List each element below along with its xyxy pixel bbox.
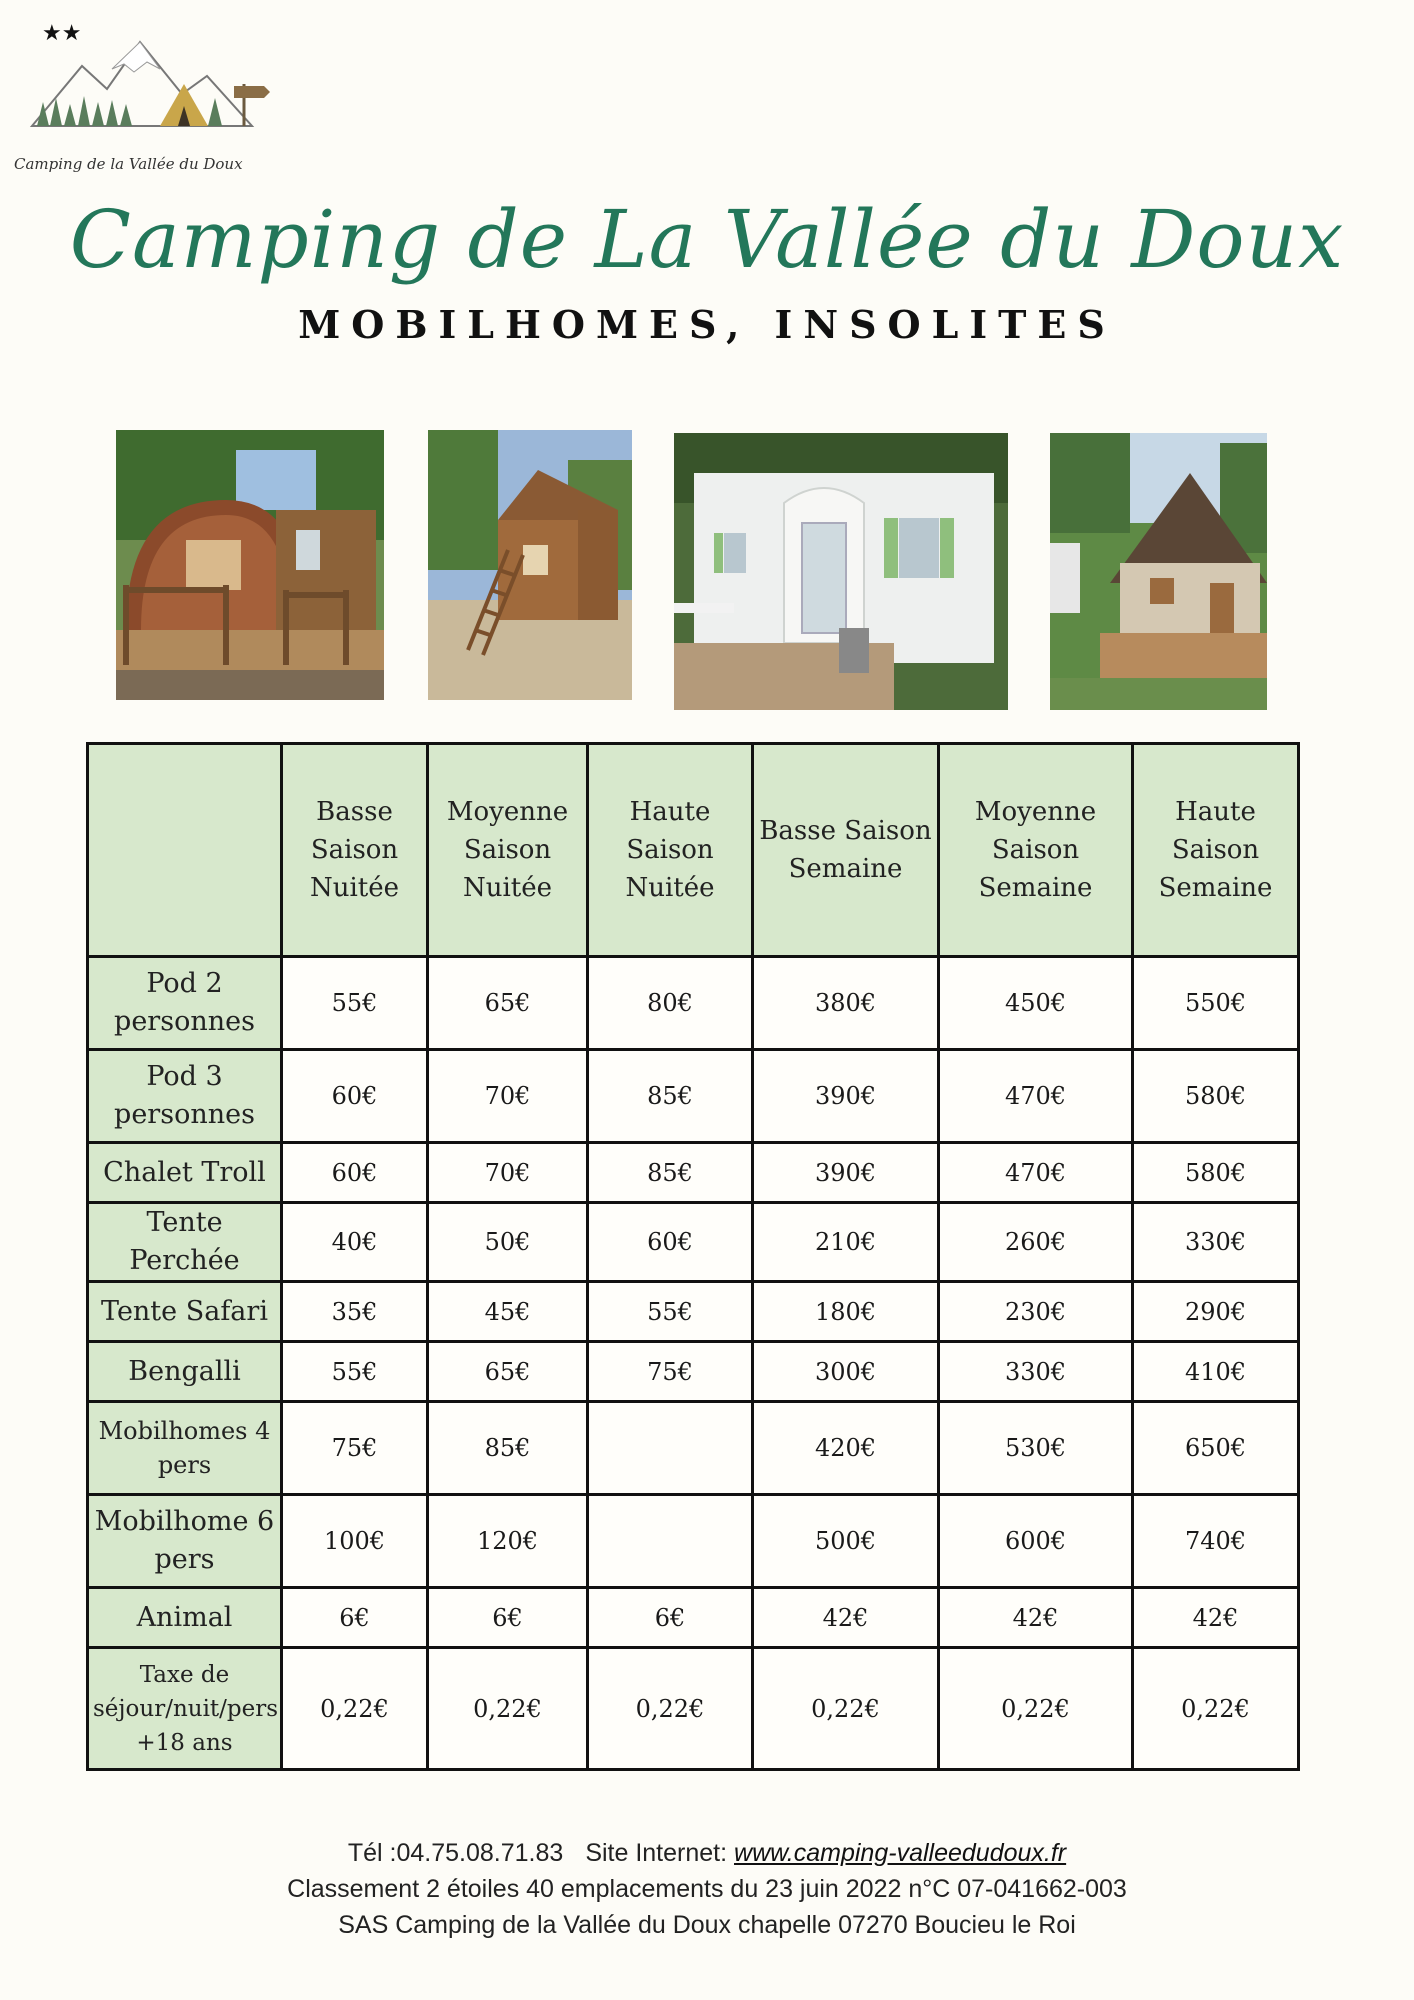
page-title: Camping de La Vallée du Doux: [69, 193, 1345, 286]
price-cell: 330€: [939, 1342, 1133, 1402]
row-label: Animal: [88, 1588, 282, 1648]
footer: [0, 1835, 1414, 1943]
logo-caption: Camping de la Vallée du Doux: [14, 155, 243, 173]
price-cell: 740€: [1133, 1495, 1299, 1588]
price-cell: 50€: [428, 1203, 588, 1282]
price-cell: 60€: [282, 1143, 428, 1203]
price-cell: 42€: [1133, 1588, 1299, 1648]
price-cell: 390€: [753, 1143, 939, 1203]
row-label: Mobilhome 6 pers: [88, 1495, 282, 1588]
table-row: [88, 1203, 1299, 1282]
price-cell: 210€: [753, 1203, 939, 1282]
price-cell: [588, 1495, 753, 1588]
price-cell: 230€: [939, 1282, 1133, 1342]
price-cell: 85€: [428, 1402, 588, 1495]
price-cell: 100€: [282, 1495, 428, 1588]
pod-photo: [116, 430, 384, 700]
column-header: Basse Saison Semaine: [753, 744, 939, 957]
price-cell: 470€: [939, 1143, 1133, 1203]
table-row: [88, 1050, 1299, 1143]
price-cell: 35€: [282, 1282, 428, 1342]
row-label: Pod 2 personnes: [88, 957, 282, 1050]
column-header: Haute Saison Nuitée: [588, 744, 753, 957]
price-cell: 55€: [588, 1282, 753, 1342]
price-cell: 80€: [588, 957, 753, 1050]
table-row: [88, 1495, 1299, 1588]
phone-number: Tél :04.75.08.71.83: [347, 1839, 564, 1867]
price-cell: 42€: [939, 1588, 1133, 1648]
price-cell: 42€: [753, 1588, 939, 1648]
table-row: [88, 957, 1299, 1050]
price-cell: 500€: [753, 1495, 939, 1588]
price-cell: 6€: [282, 1588, 428, 1648]
mountain-tent-logo-icon: [12, 14, 272, 154]
price-cell: 180€: [753, 1282, 939, 1342]
price-cell: 0,22€: [282, 1648, 428, 1770]
price-cell: 450€: [939, 957, 1133, 1050]
price-cell: 70€: [428, 1143, 588, 1203]
price-cell: 55€: [282, 1342, 428, 1402]
column-header: Moyenne Saison Semaine: [939, 744, 1133, 957]
price-cell: 260€: [939, 1203, 1133, 1282]
price-cell: 390€: [753, 1050, 939, 1143]
row-label: Chalet Troll: [88, 1143, 282, 1203]
table-row: [88, 1402, 1299, 1495]
price-cell: 0,22€: [939, 1648, 1133, 1770]
price-cell: 550€: [1133, 957, 1299, 1050]
price-cell: 55€: [282, 957, 428, 1050]
price-cell: [588, 1402, 753, 1495]
table-row: [88, 1143, 1299, 1203]
table-row: [88, 1342, 1299, 1402]
price-cell: 45€: [428, 1282, 588, 1342]
price-cell: 330€: [1133, 1203, 1299, 1282]
row-label: Bengalli: [88, 1342, 282, 1402]
price-cell: 70€: [428, 1050, 588, 1143]
price-cell: 0,22€: [1133, 1648, 1299, 1770]
price-cell: 470€: [939, 1050, 1133, 1143]
price-cell: 650€: [1133, 1402, 1299, 1495]
price-cell: 530€: [939, 1402, 1133, 1495]
price-cell: 380€: [753, 957, 939, 1050]
camping-logo: [12, 14, 272, 174]
website-link[interactable]: www.camping-valleedudoux.fr: [734, 1839, 1067, 1867]
price-cell: 600€: [939, 1495, 1133, 1588]
footer-contact-line: [0, 1835, 1414, 1871]
price-cell: 420€: [753, 1402, 939, 1495]
price-table: [86, 742, 1300, 1771]
row-label: Tente Perchée: [88, 1203, 282, 1282]
price-cell: 85€: [588, 1143, 753, 1203]
column-header: Moyenne Saison Nuitée: [428, 744, 588, 957]
row-label: Tente Safari: [88, 1282, 282, 1342]
price-cell: 410€: [1133, 1342, 1299, 1402]
price-cell: 0,22€: [588, 1648, 753, 1770]
price-cell: 85€: [588, 1050, 753, 1143]
mobilhome-photo: [674, 433, 1008, 710]
table-header-row: [88, 744, 1299, 957]
chalet-troll-photo: [1050, 433, 1267, 710]
price-cell: 60€: [588, 1203, 753, 1282]
price-cell: 580€: [1133, 1143, 1299, 1203]
price-cell: 120€: [428, 1495, 588, 1588]
price-cell: 290€: [1133, 1282, 1299, 1342]
footer-address: SAS Camping de la Vallée du Doux chapelle 07270 Boucieu le Roi: [338, 1911, 1076, 1939]
price-cell: 75€: [282, 1402, 428, 1495]
table-row: [88, 1588, 1299, 1648]
price-cell: 0,22€: [428, 1648, 588, 1770]
row-label: Pod 3 personnes: [88, 1050, 282, 1143]
price-cell: 300€: [753, 1342, 939, 1402]
page-subtitle: MOBILHOMES, INSOLITES: [298, 302, 1116, 347]
price-cell: 75€: [588, 1342, 753, 1402]
price-cell: 6€: [588, 1588, 753, 1648]
footer-classification: Classement 2 étoiles 40 emplacements du 23 juin 2022 n°C 07-041662-003: [287, 1875, 1127, 1903]
column-header: Basse Saison Nuitée: [282, 744, 428, 957]
site-label: Site Internet:: [585, 1839, 728, 1867]
table-row: [88, 1282, 1299, 1342]
price-cell: 65€: [428, 1342, 588, 1402]
stars-rating: ★★: [42, 21, 82, 46]
price-cell: 60€: [282, 1050, 428, 1143]
tente-perchee-photo: [428, 430, 632, 700]
row-label: Mobilhomes 4 pers: [88, 1402, 282, 1495]
row-label: Taxe de séjour/nuit/pers +18 ans: [88, 1648, 282, 1770]
column-header: Haute Saison Semaine: [1133, 744, 1299, 957]
table-row: [88, 1648, 1299, 1770]
price-cell: 40€: [282, 1203, 428, 1282]
price-cell: 65€: [428, 957, 588, 1050]
column-header: [88, 744, 282, 957]
price-cell: 0,22€: [753, 1648, 939, 1770]
price-cell: 6€: [428, 1588, 588, 1648]
price-cell: 580€: [1133, 1050, 1299, 1143]
